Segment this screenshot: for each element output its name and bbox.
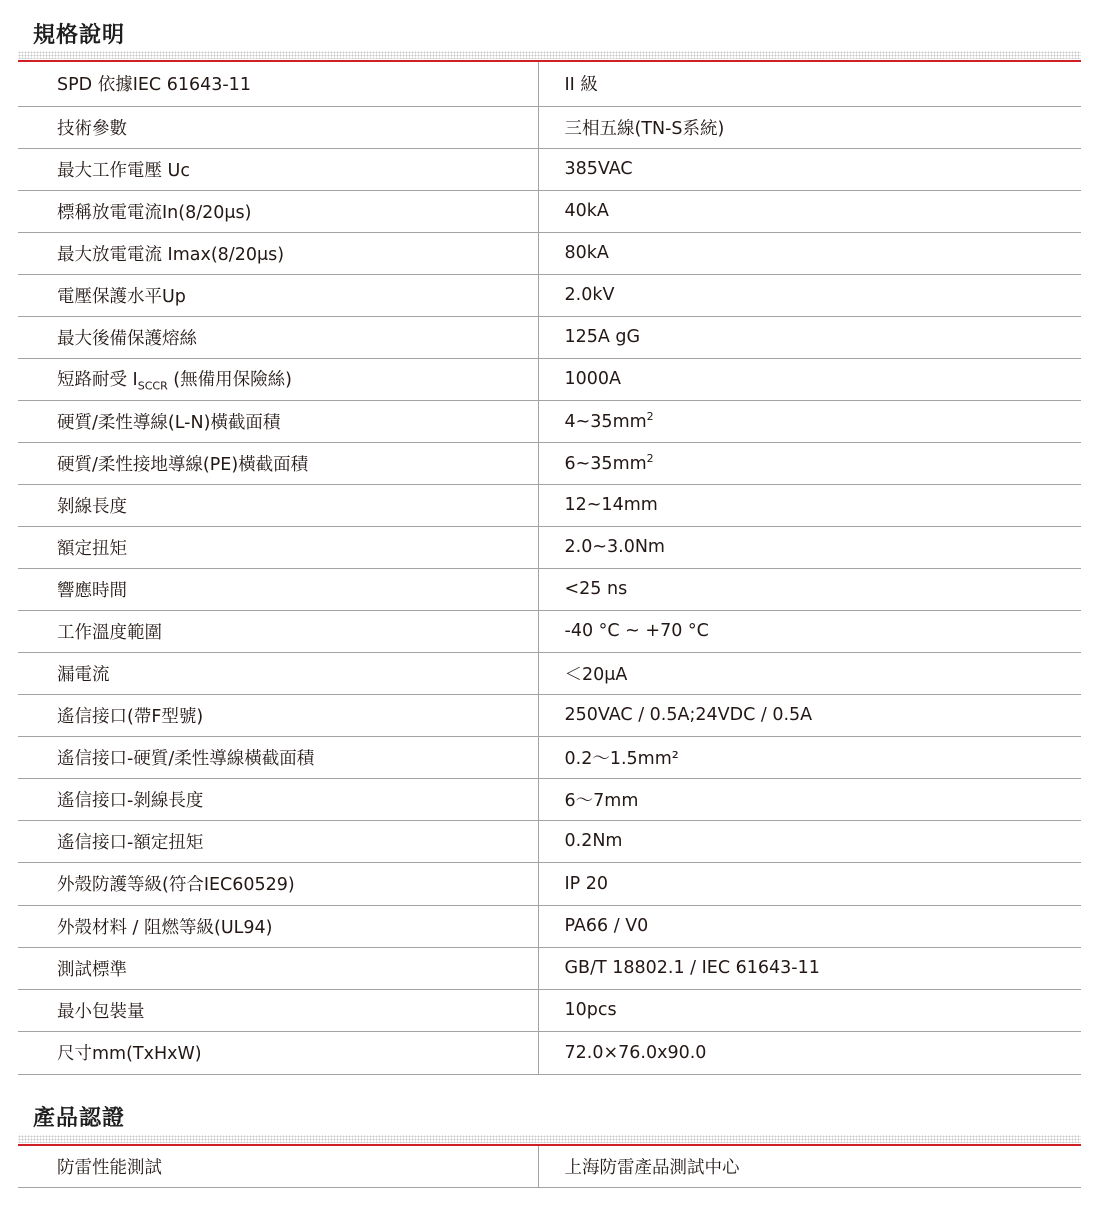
spec-value-text: GB/T 18802.1 / IEC 61643-11 [564, 958, 820, 978]
spec-label [18, 568, 538, 610]
table-row [18, 358, 1081, 400]
spec-value-text: 385VAC [564, 159, 633, 179]
spec-value [538, 484, 1081, 526]
spec-table [18, 62, 1081, 1075]
spec-label-text: 短路耐受 I [57, 369, 138, 390]
spec-value [538, 190, 1081, 232]
spec-label [18, 947, 538, 989]
table-row [18, 1146, 1081, 1187]
spec-label [18, 905, 538, 947]
spec-value-text: 上海防雷產品測試中心 [564, 1157, 740, 1178]
spec-value [538, 736, 1081, 778]
spec-label [18, 1146, 538, 1187]
table-row [18, 610, 1081, 652]
spec-label-text: 外殼材料 / 阻燃等級(UL94) [57, 917, 273, 938]
spec-label [18, 190, 538, 232]
spec-value-text: 72.0×76.0x90.0 [564, 1042, 707, 1063]
spec-label [18, 358, 538, 400]
spec-label-text: 標稱放電電流In(8/20μs) [57, 202, 252, 223]
table-row [18, 820, 1081, 862]
table-row [18, 484, 1081, 526]
cert-section-title: 產品認證 [33, 1106, 126, 1131]
spec-label-text: SPD 依據IEC 61643-11 [57, 75, 251, 96]
spec-label-suffix: (無備用保險絲) [167, 369, 292, 390]
spec-value-text: 80kA [564, 243, 609, 263]
spec-label-text: 最大工作電壓 Uc [57, 160, 190, 181]
spec-label-text: 防雷性能測試 [57, 1157, 162, 1178]
spec-label [18, 526, 538, 568]
spec-section-title: 規格說明 [33, 23, 126, 48]
spec-value-text: PA66 / V0 [564, 916, 649, 936]
spec-value-text: 2.0~3.0Nm [564, 537, 665, 557]
spec-value-text: 4~35mm [564, 411, 647, 432]
spec-value-text: <25 ns [564, 579, 628, 599]
dotted-divider [18, 1135, 1081, 1143]
spec-value [538, 778, 1081, 820]
spec-label [18, 652, 538, 694]
spec-label-text: 硬質/柔性導線(L-N)橫截面積 [57, 412, 281, 433]
spec-value-text: 12~14mm [564, 495, 658, 515]
spec-value-text: 0.2～1.5mm² [564, 748, 679, 769]
spec-value [538, 820, 1081, 862]
spec-value-text: 2.0kV [564, 285, 615, 305]
table-row [18, 905, 1081, 947]
spec-value [538, 358, 1081, 400]
spec-label [18, 274, 538, 316]
table-row [18, 442, 1081, 484]
spec-label-text: 測試標準 [57, 959, 127, 980]
spec-value [538, 316, 1081, 358]
spec-value-text: -40 °C ~ +70 °C [564, 621, 709, 641]
table-row [18, 1031, 1081, 1074]
spec-label [18, 62, 538, 106]
spec-label-text: 電壓保護水平Up [57, 286, 186, 307]
spec-label [18, 148, 538, 190]
spec-value-text: 三相五線(TN-S系統) [564, 118, 725, 139]
spec-label [18, 610, 538, 652]
spec-label [18, 1031, 538, 1074]
table-row [18, 62, 1081, 106]
table-row [18, 568, 1081, 610]
spec-value-superscript: 2 [646, 452, 654, 466]
spec-label-text: 最大後備保護熔絲 [57, 328, 197, 349]
cert-table [18, 1146, 1081, 1188]
table-row [18, 190, 1081, 232]
spec-value [538, 400, 1081, 442]
spec-label [18, 820, 538, 862]
spec-value [538, 652, 1081, 694]
spec-label-text: 遙信接口-硬質/柔性導線橫截面積 [57, 748, 315, 769]
spec-value-text: ＜20μA [564, 664, 628, 685]
spec-value [538, 989, 1081, 1031]
spec-value [538, 106, 1081, 148]
spec-label-text: 額定扭矩 [57, 538, 127, 559]
table-row [18, 862, 1081, 905]
spec-section [18, 0, 1081, 1080]
spec-label-text: 遙信接口-剝線長度 [57, 790, 204, 811]
spec-value-text: 6～7mm [564, 790, 639, 811]
cert-section [18, 1095, 1081, 1195]
spec-label-text: 外殼防護等級(符合IEC60529) [57, 875, 295, 895]
spec-value [538, 232, 1081, 274]
spec-value-text: 10pcs [564, 1000, 617, 1020]
spec-value-text: IP 20 [564, 873, 609, 894]
spec-label [18, 989, 538, 1031]
table-row [18, 526, 1081, 568]
spec-label [18, 694, 538, 736]
table-row [18, 106, 1081, 148]
spec-value-text: 40kA [564, 201, 609, 221]
spec-label-text: 尺寸mm(TxHxW) [57, 1044, 202, 1064]
spec-label-text: 工作溫度範圍 [57, 622, 162, 643]
spec-value [538, 905, 1081, 947]
table-row [18, 694, 1081, 736]
spec-value [538, 442, 1081, 484]
spec-value [538, 947, 1081, 989]
table-row [18, 316, 1081, 358]
dotted-divider [18, 51, 1081, 59]
spec-value [538, 1146, 1081, 1187]
table-row [18, 736, 1081, 778]
spec-value [538, 62, 1081, 106]
spec-value-superscript: 2 [646, 410, 654, 424]
spec-label [18, 862, 538, 905]
spec-value-text: 6~35mm [564, 453, 647, 474]
spec-label [18, 316, 538, 358]
spec-label-text: 遙信接口-額定扭矩 [57, 832, 204, 853]
spec-label-text: 剝線長度 [57, 496, 127, 517]
table-row [18, 400, 1081, 442]
spec-label-text: 最小包裝量 [57, 1001, 145, 1022]
spec-value [538, 862, 1081, 905]
spec-label-subscript: SCCR [137, 379, 168, 393]
spec-label-text: 技術參數 [57, 118, 127, 139]
spec-label [18, 736, 538, 778]
spec-value [538, 694, 1081, 736]
spec-value-text: II 級 [564, 75, 598, 96]
spec-label-text: 漏電流 [57, 664, 110, 685]
spec-value-text: 250VAC / 0.5A;24VDC / 0.5A [564, 705, 813, 725]
spec-value [538, 274, 1081, 316]
spec-label-text: 最大放電電流 Imax(8/20μs) [57, 244, 285, 265]
spec-label-text: 響應時間 [57, 580, 127, 601]
spec-label [18, 232, 538, 274]
spec-value-text: 1000A [564, 369, 622, 389]
spec-label-text: 硬質/柔性接地導線(PE)橫截面積 [57, 454, 309, 475]
spec-value [538, 1031, 1081, 1074]
spec-label [18, 106, 538, 148]
spec-label-text: 遙信接口(帶F型號) [57, 706, 204, 727]
table-row [18, 989, 1081, 1031]
table-row [18, 148, 1081, 190]
table-row [18, 232, 1081, 274]
spec-label [18, 484, 538, 526]
spec-value [538, 526, 1081, 568]
spec-label [18, 778, 538, 820]
table-row [18, 947, 1081, 989]
spec-value-text: 0.2Nm [564, 831, 623, 851]
spec-value [538, 610, 1081, 652]
table-row [18, 652, 1081, 694]
spec-value [538, 148, 1081, 190]
spec-value-text: 125A gG [564, 327, 641, 347]
spec-label [18, 400, 538, 442]
spec-label [18, 442, 538, 484]
spec-value [538, 568, 1081, 610]
table-row [18, 778, 1081, 820]
table-row [18, 274, 1081, 316]
